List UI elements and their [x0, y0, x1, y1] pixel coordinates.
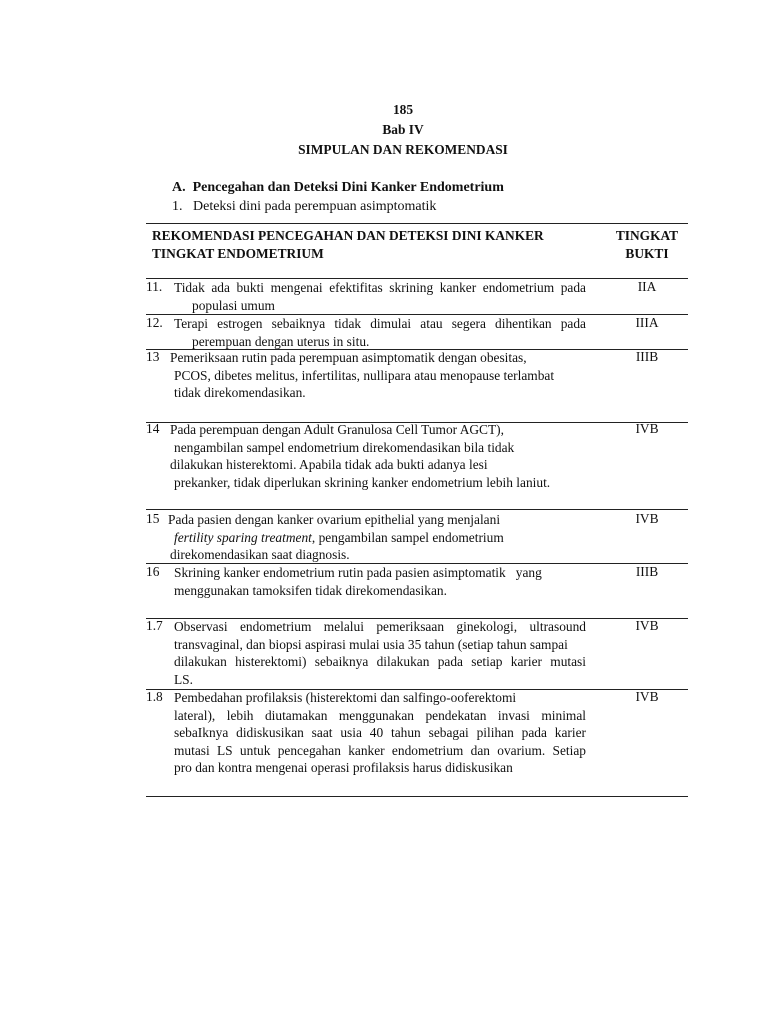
row-text: Pada pasien dengan kanker ovarium epithelial yang menjalani fertility sparing treatment, pengambilan sampel endometrium direkomendasikan saat diagnosis.: [168, 511, 588, 564]
evidence-level: IIIB: [635, 349, 659, 364]
row-number: 16: [146, 564, 160, 579]
evidence-level: IIIA: [635, 315, 659, 330]
header-level-line-1: TINGKAT: [615, 228, 679, 243]
row-text: Pada perempuan dengan Adult Granulosa Cell Tumor AGCT), nengambilan sampel endometrium direkomendasikan bila tidak dilakukan histerektomi. Apabila tidak ada bukti adanya lesi prekanker, tidak diperlukan skrining kanker endometrium lebih laniut.: [170, 422, 551, 490]
table-header-evidence: [606, 227, 688, 263]
header-line-1: REKOMENDASI PENCEGAHAN DAN DETEKSI DINI KANKER: [152, 228, 544, 243]
row-number: 13: [146, 349, 160, 364]
evidence-level: IIA: [637, 279, 657, 294]
table-header-recommendation: [152, 227, 544, 263]
italic-term: fertility sparing treatment: [174, 529, 312, 545]
row-divider: [146, 509, 688, 510]
row-text: Skrining kanker endometrium rutin pada pasien asimptomatik yang menggunakan tamoksifen tidak direkomendasikan.: [174, 565, 542, 598]
row-number: 11.: [146, 279, 163, 294]
table-bottom-border: [146, 796, 688, 797]
row-number: 1.7: [146, 618, 163, 633]
section-heading: A. Pencegahan dan Deteksi Dini Kanker Endometrium: [172, 180, 504, 195]
row-number: 14: [146, 421, 160, 436]
row-number: 15: [146, 511, 160, 526]
row-number: 12.: [146, 315, 163, 330]
chapter-label: Bab IV: [382, 122, 424, 137]
row-number: 1.8: [146, 689, 163, 704]
evidence-level: IIIB: [635, 564, 659, 579]
header-level-line-2: BUKTI: [625, 246, 669, 261]
row-text: Terapi estrogen sebaiknya tidak dimulai atau segera dihentikan pada perempuan dengan uterus in situ.: [174, 316, 586, 349]
row-text: Observasi endometrium melalui pemeriksaan ginekologi, ultrasound transvaginal, dan biopsi aspirasi mulai usia 35 tahun (setiap tahun sampai dilakukan histerektomi) sebaiknya dilakukan pada setiap karier mutasi LS.: [174, 619, 586, 687]
table-top-border: [146, 223, 688, 224]
header-line-2: TINGKAT ENDOMETRIUM: [152, 246, 324, 261]
page-number: 185: [392, 102, 414, 117]
evidence-level: IVB: [635, 618, 659, 633]
evidence-level: IVB: [635, 511, 659, 526]
evidence-level: IVB: [635, 421, 659, 436]
row-text-line-italic: [168, 529, 588, 547]
chapter-title: SIMPULAN DAN REKOMENDASI: [298, 142, 508, 157]
evidence-level: IVB: [635, 689, 659, 704]
section-subheading: 1. Deteksi dini pada perempuan asimptomatik: [172, 199, 437, 214]
row-text: Tidak ada bukti mengenai efektifitas skrining kanker endometrium pada populasi umum: [174, 280, 586, 313]
row-text-tail: , pengambilan sampel endometrium: [311, 529, 504, 545]
row-text: Pemeriksaan rutin pada perempuan asimptomatik dengan obesitas, PCOS, dibetes melitus, infertilitas, nullipara atau menopause terlambat tidak direkomendasikan.: [170, 350, 555, 401]
row-text: Pembedahan profilaksis (histerektomi dan salfingo-ooferektomi lateral), lebih diutamakan menggunakan pendekatan invasi minimal sebaIknya didiskusikan saat usia 40 tahun sebagai pilihan pada karier mutasi LS untuk pencegahan kanker endometrium dan ovarium. Setiap pro dan kontra mengenai operasi profilaksis harus didiskusikan: [174, 690, 586, 776]
